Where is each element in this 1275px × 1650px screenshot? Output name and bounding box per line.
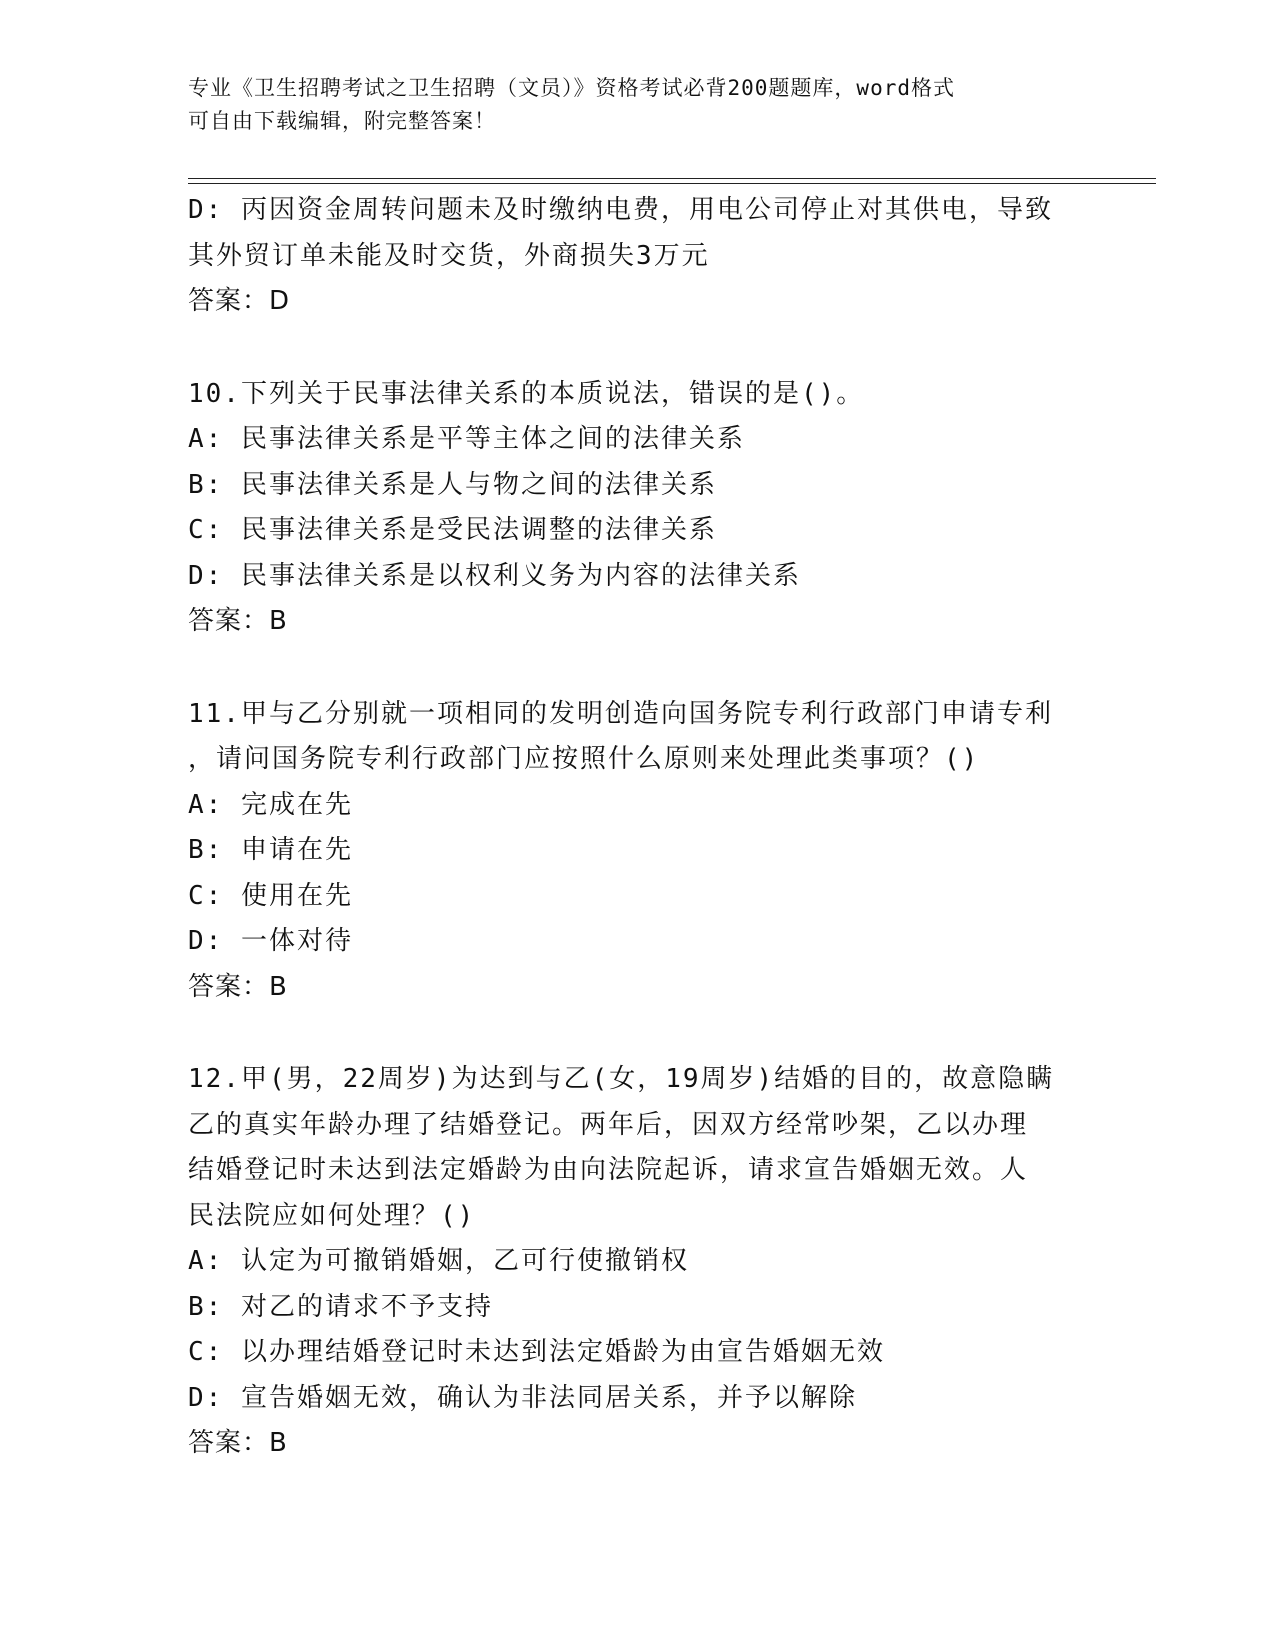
question-stem: 10.下列关于民事法律关系的本质说法，错误的是()。 [188,378,865,409]
question-block [188,372,1108,645]
option-c: C: 以办理结婚登记时未达到法定婚龄为由宣告婚姻无效 [188,1337,885,1367]
answer-line: 答案：D [188,286,291,316]
question-block [188,692,1108,1011]
answer-line: 答案：B [188,606,288,636]
header-divider-top [188,178,1156,179]
option-a: A: 民事法律关系是平等主体之间的法律关系 [188,424,745,454]
option-d: D: 民事法律关系是以权利义务为内容的法律关系 [188,560,801,591]
option-a: A: 完成在先 [188,789,353,820]
header-divider-bottom [188,183,1156,184]
option-b: B: 申请在先 [188,835,353,865]
question-stem: 11.甲与乙分别就一项相同的发明创造向国务院专利行政部门申请专利 [188,698,1053,729]
option-b: B: 对乙的请求不予支持 [188,1291,493,1322]
answer-line: 答案：B [188,1428,288,1458]
question-stem: 乙的真实年龄办理了结婚登记。两年后，因双方经常吵架，乙以办理 [188,1109,1029,1140]
answer-line: 答案：B [188,971,288,1002]
question-stem: 12.甲(男，22周岁)为达到与乙(女，19周岁)结婚的目的，故意隐瞒 [188,1064,1055,1094]
question-stem: 民法院应如何处理？() [188,1200,476,1231]
question-line: D: 丙因资金周转问题未及时缴纳电费，用电公司停止对其供电，导致 [188,195,1053,225]
question-stem: ，请问国务院专利行政部门应按照什么原则来处理此类事项？() [188,744,980,774]
question-stem: 结婚登记时未达到法定婚龄为由向法院起诉，请求宣告婚姻无效。人 [188,1155,1029,1185]
header-line-2: 可自由下载编辑，附完整答案！ [188,109,496,133]
question-block [188,1057,1108,1467]
question-list [188,188,1108,1467]
option-c: C: 民事法律关系是受民法调整的法律关系 [188,515,717,545]
question-block [188,188,1108,325]
header-line-1: 专业《卫生招聘考试之卫生招聘（文员）》资格考试必背200题题库，word格式 [188,76,955,100]
document-header [188,72,1088,138]
option-a: A: 认定为可撤销婚姻，乙可行使撤销权 [188,1246,689,1276]
option-d: D: 宣告婚姻无效，确认为非法同居关系，并予以解除 [188,1382,857,1413]
question-line: 其外贸订单未能及时交货，外商损失3万元 [188,240,710,271]
option-b: B: 民事法律关系是人与物之间的法律关系 [188,469,717,500]
option-c: C: 使用在先 [188,880,353,911]
option-d: D: 一体对待 [188,926,353,956]
